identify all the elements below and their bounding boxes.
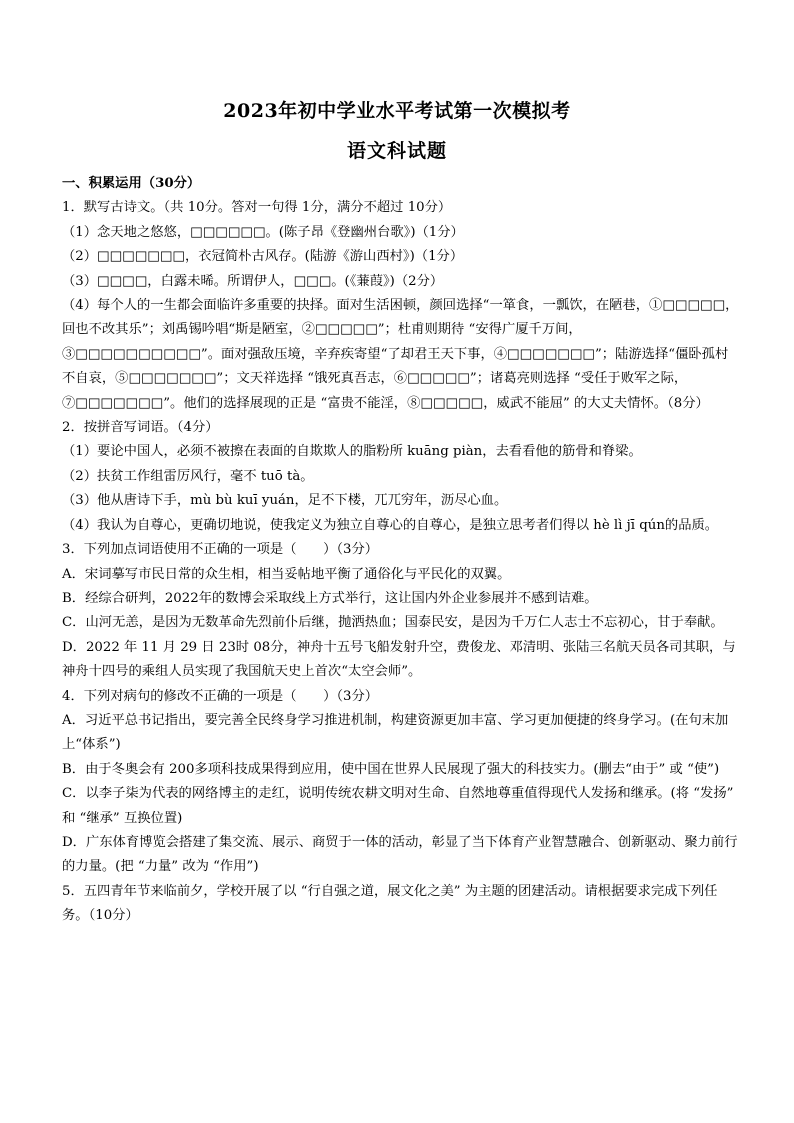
section-heading: 一、积累运用（30分） [62,176,201,191]
option-a: A．习近平总书记指出，要完善全民终身学习推进机制，构建资源更加丰富、学习更加便捷的终身学习。(在句末加上“体系”) [62,712,729,753]
question-2-item: （4）我认为自尊心，更确切地说，使我定义为独立自尊心的自尊心，是独立思考者们得以 hè lì jī qún的品质。 [62,517,719,533]
exam-subtitle: 语文科试题 [346,140,447,162]
question-2-item: （3）他从唐诗下手，mù bù kuī yuán，足不下楼，兀兀穷年，沥尽心血。 [62,493,508,509]
option-d: D．广东体育博览会搭建了集交流、展示、商贸于一体的活动，彰显了当下体育产业智慧融合、创新驱动、聚力前行的力量。(把 “力量” 改为 “作用”) [62,834,738,875]
exam-body [62,172,740,929]
question-1-item: （4）每个人的一生都会面临许多重要的抉择。面对生活困顿，颜回选择“一箪食，一瓢饮，在陋巷，①□□□□□，回也不改其乐”；刘禹锡吟唱“斯是陋室，②□□□□□”；杜甫则期待 “安得广厦千万间，③□□□□□□□□□□”。面对强敌压境，辛弃疾寄望“了却君王天下事，④□□□□□□□”；陆游选择“僵卧孤村不自哀，⑤□□□□□□□”；文天祥选择 “饿死真吾志，⑥□□□□□”；诸葛亮则选择 “受任于败军之际，⑦□□□□□□□”。他们的选择展现的正是 “富贵不能淫，⑧□□□□□，威武不能屈” 的大丈夫情怀。（8分） [62,298,739,411]
question-1: 1．默写古诗文。（共 10分。答对一句得 1分，满分不超过 10分） [62,200,452,216]
question-3: 3．下列加点词语使用不正确的一项是（ ）（3分） [62,542,379,558]
question-2-item: （1）要论中国人，必须不被擦在表面的自欺欺人的脂粉所 kuāng piàn，去看看他的筋骨和脊梁。 [62,444,642,460]
exam-title: 2023年初中学业水平考试第一次模拟考 [223,100,571,122]
question-1-item: （2）□□□□□□□，衣冠简朴古风存。(陆游《游山西村》)（1分） [62,249,464,265]
question-5: 5．五四青年节来临前夕，学校开展了以 “行自强之道，展文化之美” 为主题的团建活动。请根据要求完成下列任务。（10分） [62,883,718,924]
question-1-item: （1）念天地之悠悠，□□□□□□。(陈子昂《登幽州台歌》)（1分） [62,224,464,240]
option-b: B．经综合研判，2022年的数博会采取线上方式举行，这让国内外企业参展并不感到诘难。 [62,590,598,606]
option-a: A．宋词摹写市民日常的众生相，相当妥帖地平衡了通俗化与平民化的双翼。 [62,566,511,582]
question-4: 4．下列对病句的修改不正确的一项是（ ）（3分） [62,688,379,704]
option-c: C．山河无恙，是因为无数革命先烈前仆后继，抛洒热血；国泰民安，是因为千万仁人志士不忘初心，甘于奉献。 [62,615,724,631]
option-b: B．由于冬奥会有 200多项科技成果得到应用，使中国在世界人民展现了强大的科技实力。(删去“由于” 或 “使”) [62,761,720,777]
option-d: D．2022 年 11 月 29 日 23时 08分，神舟十五号飞船发射升空，费俊龙、邓清明、张陆三名航天员各司其职，与神舟十四号的乘组人员实现了我国航天史上首次“太空会师”。 [62,639,736,680]
question-2-item: （2）扶贫工作组雷厉风行，毫不 tuō tà。 [62,468,314,484]
question-2: 2．按拼音写词语。（4分） [62,420,219,436]
option-c: C．以李子柒为代表的网络博主的走红，说明传统农耕文明对生命、自然地尊重值得现代人发扬和继承。(将 “发扬” 和 “继承” 互换位置) [62,786,734,826]
question-1-item: （3）□□□□，白露未晞。所谓伊人，□□□。(《蒹葭》)（2分） [62,273,444,289]
